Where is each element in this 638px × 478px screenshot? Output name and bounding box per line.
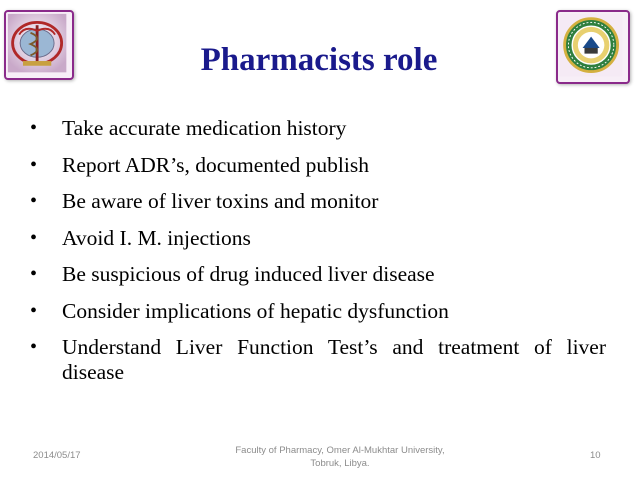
bullet-list bbox=[28, 116, 606, 397]
bullet-icon: • bbox=[30, 153, 38, 176]
list-item bbox=[28, 153, 606, 178]
footer-date: 2014/05/17 bbox=[33, 450, 81, 461]
footer-affiliation bbox=[210, 444, 470, 470]
bullet-icon: • bbox=[30, 226, 38, 249]
list-item-text: Be aware of liver toxins and monitor bbox=[62, 189, 379, 213]
slide-title: Pharmacists role bbox=[200, 42, 438, 78]
page-number: 10 bbox=[590, 450, 601, 461]
list-item-text: Be suspicious of drug induced liver disease bbox=[62, 262, 435, 286]
list-item-text: Avoid I. M. injections bbox=[62, 225, 251, 250]
list-item-text: Report ADR’s, documented publish bbox=[62, 152, 369, 177]
bullet-icon: • bbox=[30, 117, 38, 139]
footer-affiliation-line2: Tobruk, Libya. bbox=[310, 458, 370, 469]
list-item bbox=[28, 335, 606, 385]
list-item-text: Understand Liver Function Test’s and treatment of liver disease bbox=[62, 335, 606, 384]
footer-affiliation-line1: Faculty of Pharmacy, Omer Al-Mukhtar University, bbox=[235, 445, 445, 456]
bullet-icon: • bbox=[30, 190, 38, 212]
list-item bbox=[28, 189, 606, 214]
list-item-text: Take accurate medication history bbox=[62, 116, 347, 140]
list-item bbox=[28, 226, 606, 251]
bullet-icon: • bbox=[30, 336, 38, 358]
list-item bbox=[28, 116, 606, 141]
bullet-icon: • bbox=[30, 263, 38, 285]
list-item bbox=[28, 262, 606, 287]
list-item-text: Consider implications of hepatic dysfunction bbox=[62, 298, 449, 323]
list-item bbox=[28, 299, 606, 324]
bullet-icon: • bbox=[30, 299, 38, 322]
